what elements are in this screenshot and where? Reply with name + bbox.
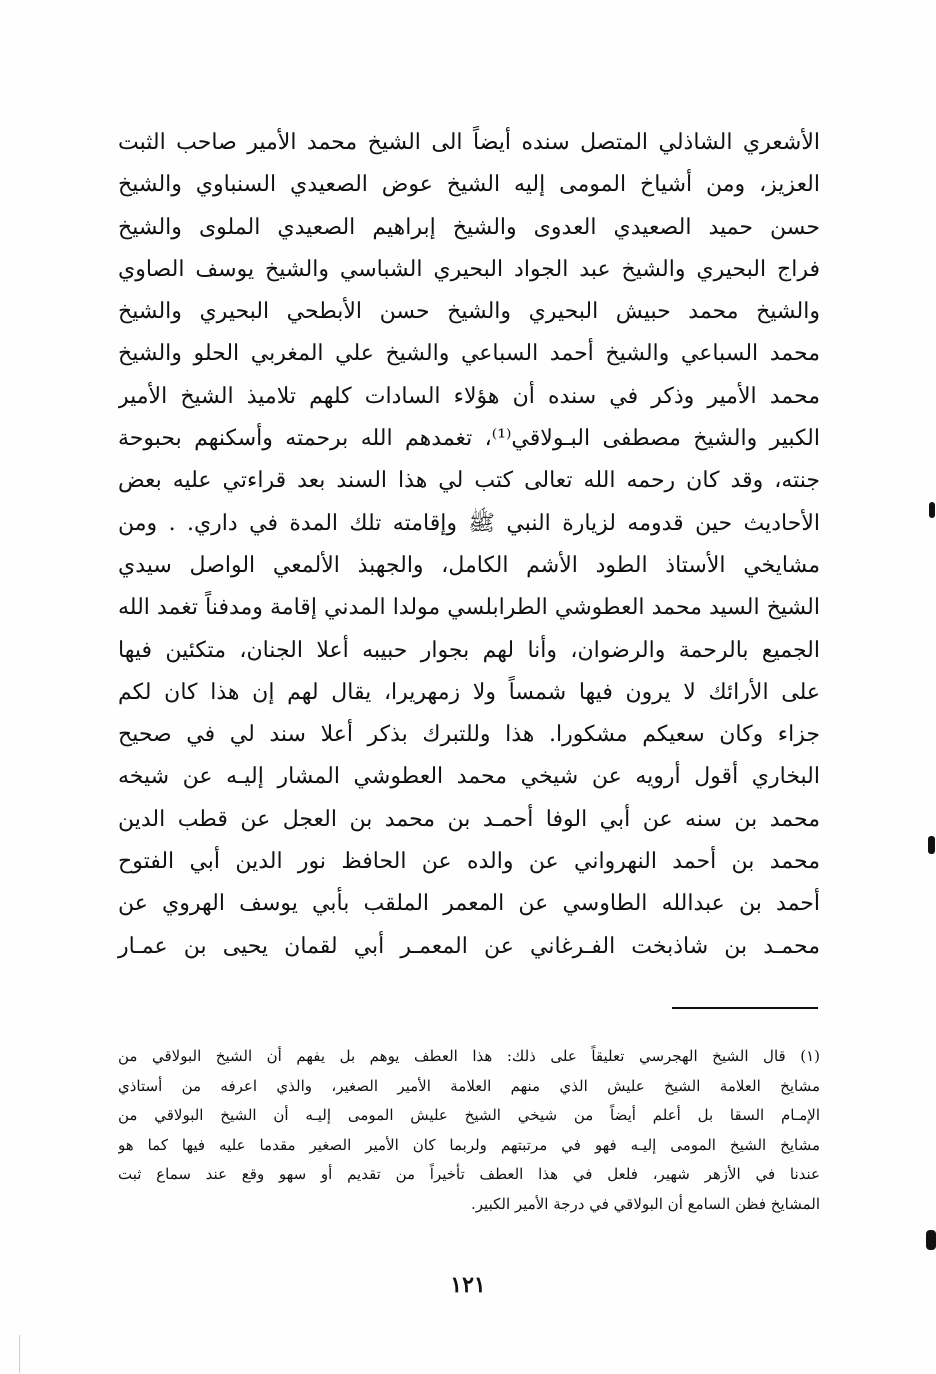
body-line: محمد بن أحمد النهرواني عن والده عن الحافظ نور الدين أبي الفتوح	[118, 849, 820, 875]
scan-margin-mark	[926, 1230, 936, 1250]
body-line: فراج البحيري والشيخ عبد الجواد البحيري الشباسي والشيخ يوسف الصاوي	[118, 256, 820, 282]
body-line: جزاء وكان سعيكم مشكورا. هذا وللتبرك بذكر أعلا سند لي في صحيح	[118, 722, 820, 748]
body-line: محمد بن سنه عن أبي الوفا أحمـد بن محمد بن العجل عن قطب الدين	[118, 806, 820, 832]
body-line: مشايخي الأستاذ الطود الأشم الكامل، والجهبذ الألمعي الواصل سيدي	[118, 552, 820, 578]
footnote-separator	[672, 1007, 818, 1009]
footnotes	[118, 1042, 820, 1219]
body-line: الأشعري الشاذلي المتصل سنده أيضاً الى الشيخ محمد الأمير صاحب الثبت	[118, 130, 820, 155]
body-line: محمد السباعي والشيخ أحمد السباعي والشيخ علي المغربي الحلو والشيخ	[118, 341, 820, 367]
body-line: على الأرائك لا يرون فيها شمساً ولا زمهريرا، يقال لهم إن هذا كان لكم	[118, 679, 820, 705]
footnote-line: الإمـام السقا بل أعلم أيضاً من شيخي الشيخ عليش المومى إليـه أن الشيخ البولاقي من	[118, 1106, 820, 1124]
footnote-line: عندنا في الأزهر شهير، فلعل في هذا العطف تأخيراً من تقديم أو سهو وقع عند سماع ثبت	[118, 1165, 820, 1183]
footnote-line: (١) قال الشيخ الهجرسي تعليقاً على ذلك: هذا العطف يوهم بل يفهم أن الشيخ البولاقي من	[118, 1047, 820, 1065]
scan-margin-mark	[929, 502, 935, 518]
body-line: أحمد بن عبدالله الطاوسي عن المعمر الملقب بأبي يوسف الهروي عن	[118, 891, 820, 917]
body-line: محمـد بن شاذبخت الفـرغاني عن المعمـر أبي لقمان يحيى بن عمـار	[118, 933, 820, 959]
body-line: الشيخ السيد محمد العطوشي الطرابلسي مولدا المدني إقامة ومدفناً تغمد الله	[118, 595, 820, 621]
body-line: البخاري أقول أرويه عن شيخي محمد العطوشي المشار إليـه عن شيخه	[118, 764, 820, 790]
scan-margin-mark	[928, 836, 935, 854]
body-line: والشيخ محمد حبيش البحيري والشيخ حسن الأبطحي البحيري والشيخ	[118, 299, 820, 325]
main-text	[118, 122, 820, 968]
footnote-line: مشايخ العلامة الشيخ عليش الذي منهم العلامة الأمير الصغير، والذي اعرفه من أستاذي	[118, 1076, 820, 1095]
body-line: جنته، وقد كان رحمه الله تعالى كتب لي هذا السند بعد قراءتي عليه بعض	[118, 468, 820, 494]
body-line: الكبير والشيخ مصطفى البـولاقي⁽¹⁾، تغمدهم الله برحمته وأسكنهم بحبوحة	[118, 426, 820, 452]
scan-edge-line	[19, 1335, 20, 1373]
body-line: العزيز، ومن أشياخ المومى إليه الشيخ عوض الصعيدي السنباوي والشيخ	[118, 172, 820, 198]
page-number: ١٢١	[450, 1272, 486, 1298]
body-line: الأحاديث حين قدومه لزيارة النبي ﷺ وإقامته تلك المدة في داري. . ومن	[118, 510, 820, 536]
body-line: محمد الأمير وذكر في سنده أن هؤلاء السادات كلهم تلاميذ الشيخ الأمير	[118, 383, 820, 409]
footnote-line: المشايخ فظن السامع أن البولاقي في درجة الأمير الكبير.	[471, 1194, 820, 1213]
body-line: الجميع بالرحمة والرضوان، وأنا لهم بجوار حبيبه أعلا الجنان، متكئين فيها	[118, 637, 820, 663]
footnote-line: مشايخ الشيخ المومى إليـه فهو في مرتبتهم ولربما كان الأمير الصغير مقدما عليه فيها كما هو	[118, 1135, 820, 1154]
body-line: حسن حميد الصعيدي العدوى والشيخ إبراهيم الصعيدي الملوى والشيخ	[118, 214, 820, 240]
